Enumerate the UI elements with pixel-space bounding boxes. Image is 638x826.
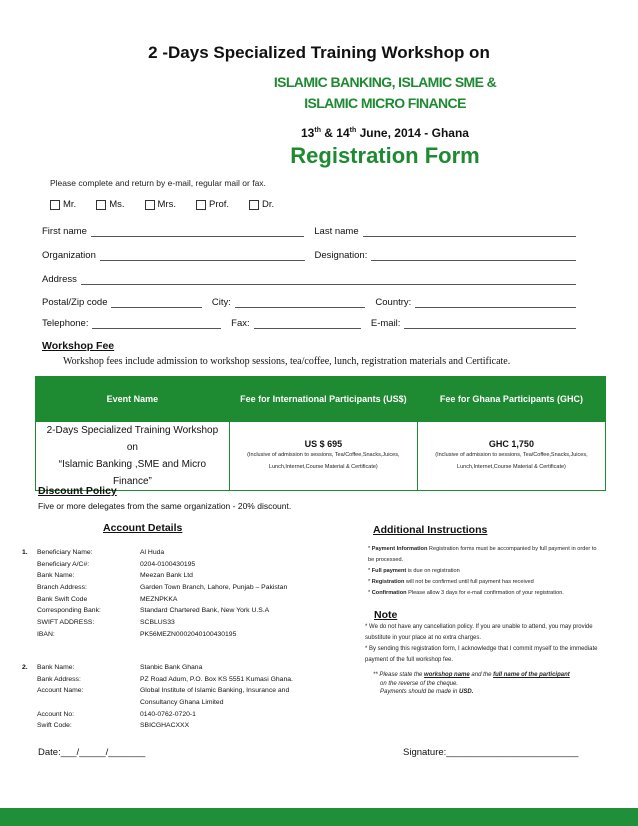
list-item: * Registration will not be confirmed until full payment has received [368,579,534,585]
postal-field[interactable] [111,298,201,308]
designation-field[interactable] [371,251,576,261]
first-name-label: First name [42,226,87,237]
ghana-fee-cell: GHC 1,750 (Inclusive of admission to sessions, Tea/Coffee,Snacks,Juices, Lunch,Internet,Course Material & Certificate) [417,422,605,491]
list-item: Bank Swift Code MEZNPKKA [37,595,178,603]
workshop-fee-description: Workshop fees include admission to workshop sessions, tea/coffee, lunch, registration materials and Certificate. [63,356,511,367]
last-name-field[interactable] [363,227,576,237]
checkbox-icon[interactable] [145,200,155,210]
list-item: Beneficiary A/C#: 0204-0100430195 [37,560,196,568]
registration-form-title: Registration Form [290,143,480,168]
city-label: City: [211,297,231,308]
cheque-instructions: ** Please state the workshop name and the full name of the participant on the reverse of the cheque. Payments should be made in USD. [373,672,570,695]
list-item: * By sending this registration form, I acknowledge that I commit myself to the immediate payment of the full workshop fee. [365,646,598,663]
account-2 [22,662,352,734]
checkbox-icon[interactable] [96,200,106,210]
list-item: IBAN: PK56MEZN0002040100430195 [37,630,237,638]
subtitle-line-1: ISLAMIC BANKING, ISLAMIC SME & [273,74,497,90]
list-item: Branch Address: Garden Town Branch, Lahore, Punjab – Pakistan [37,584,288,592]
additional-instructions-heading: Additional Instructions [373,524,488,536]
last-name-label: Last name [314,226,359,237]
designation-label: Designation: [314,250,368,261]
footer-bar [0,808,638,826]
date-sup-1: th [314,127,321,134]
note-heading: Note [374,609,398,621]
location-row [42,297,582,308]
city-field[interactable] [235,298,366,308]
additional-instructions-list [368,544,598,599]
salutation-mrs[interactable]: Mrs. [145,199,176,210]
form-instructions: Please complete and return by e-mail, regular mail or fax. [50,178,266,188]
country-field[interactable] [415,298,576,308]
workshop-subtitle [150,72,620,114]
account-2-number: 2. [22,664,28,671]
account-1-number: 1. [22,549,28,556]
account-1 [22,547,352,643]
salutation-prof[interactable]: Prof. [196,199,229,210]
salutation-mr[interactable]: Mr. [50,199,76,210]
table-row [36,422,606,491]
signature-field[interactable]: Signature:_________________________ [403,747,579,758]
salutation-dr[interactable]: Dr. [249,199,274,210]
list-item: Consultancy Ghana Limited [140,699,224,707]
workshop-dates [150,126,620,140]
event-name-cell: 2-Days Specialized Training Workshop on “Islamic Banking ,SME and Micro Finance” [36,422,230,491]
list-item: * Full payment is due on registration [368,568,460,574]
list-item: SWIFT ADDRESS: SCBLUS33 [37,619,175,627]
col-event-name: Event Name [36,377,230,422]
address-label: Address [42,274,77,285]
fee-table-header [36,377,606,422]
organization-label: Organization [42,250,96,261]
list-item: Bank Name: Meezan Bank Ltd [37,572,193,580]
email-label: E-mail: [370,318,401,329]
list-item: Bank Address: PZ Road Adum, P.O. Box KS 5551 Kumasi Ghana. [37,675,293,683]
address-field[interactable] [81,275,576,285]
list-item: * Confirmation Please allow 3 days for e-mail confirmation of your registration. [368,590,564,596]
subtitle-line-2: ISLAMIC MICRO FINANCE [304,95,466,111]
list-item: Bank Name: Stanbic Bank Ghana [37,664,203,671]
contact-row [42,318,582,329]
address-row [42,274,582,285]
note-list [365,622,605,666]
name-row [42,226,582,237]
checkbox-icon[interactable] [196,200,206,210]
country-label: Country: [375,297,412,308]
checkbox-icon[interactable] [50,200,60,210]
checkbox-icon[interactable] [249,200,259,210]
fax-label: Fax: [231,318,250,329]
list-item: Swift Code: SBICGHACXXX [37,722,190,730]
fee-table [35,376,606,491]
discount-heading: Discount Policy [38,485,117,497]
salutation-options [50,199,274,210]
organization-row [42,250,582,261]
date-sup-2: th [349,127,357,134]
list-item: Account Name: Global Institute of Islamic Banking, Insurance and [37,687,290,695]
col-ghana-fee: Fee for Ghana Participants (GHC) [417,377,605,422]
salutation-ms[interactable]: Ms. [96,199,124,210]
workshop-title: 2 -Days Specialized Training Workshop on [148,43,490,62]
list-item: Corresponding Bank: Standard Chartered Bank, New York U.S.A [37,607,270,615]
list-item: * Payment Information Registration forms must be accompanied by full payment in order to be processed. [368,546,597,563]
date-field[interactable]: Date:___/_____/_______ [38,747,146,758]
col-intl-fee: Fee for International Participants (US$) [229,377,417,422]
discount-text: Five or more delegates from the same organization - 20% discount. [38,501,292,511]
intl-fee-cell: US $ 695 (Inclusive of admission to sessions, Tea/Coffee,Snacks,Juices, Lunch,Internet,Course Material & Certificate) [229,422,417,491]
workshop-fee-heading: Workshop Fee [42,340,115,352]
list-item: * We do not have any cancellation policy. If you are unable to attend, you may provide substitute in your place at no extra charges. [365,624,593,641]
date-day-1: 13 [301,126,315,140]
first-name-field[interactable] [91,227,304,237]
date-rest: June, 2014 - Ghana [356,126,469,140]
email-field[interactable] [404,319,576,329]
date-mid: & 14 [320,126,350,140]
fax-field[interactable] [254,319,361,329]
account-details-heading: Account Details [103,522,183,534]
organization-field[interactable] [100,251,305,261]
telephone-field[interactable] [92,319,221,329]
telephone-label: Telephone: [42,318,89,329]
postal-label: Postal/Zip code [42,297,108,308]
list-item: Account No: 0140-0762-0720-1 [37,710,196,718]
list-item: Beneficiary Name: Al Huda [37,549,165,556]
